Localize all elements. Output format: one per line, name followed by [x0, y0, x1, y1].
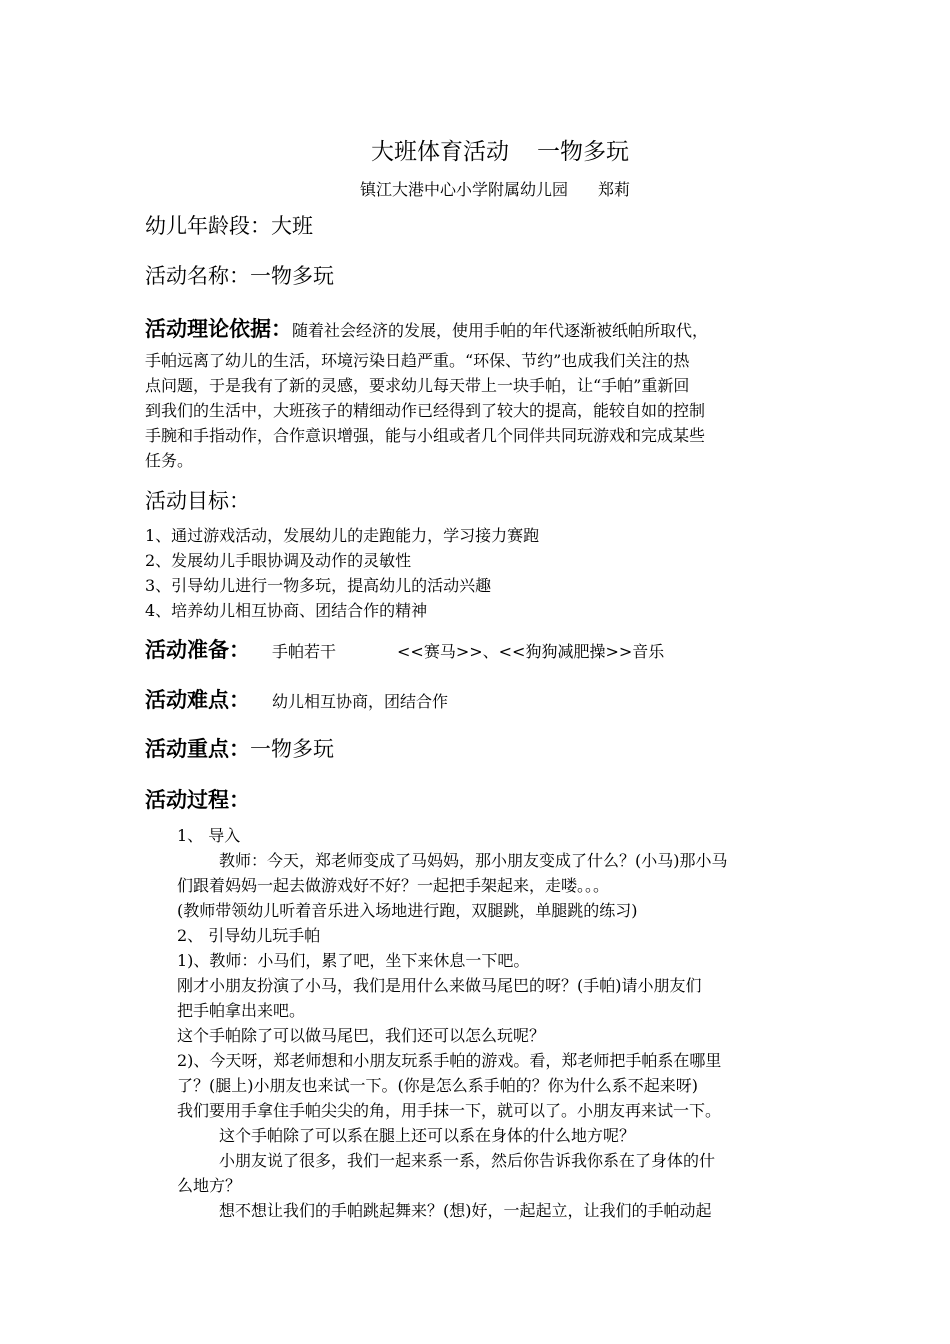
- step2-line: 刚才小朋友扮演了小马，我们是用什么来做马尾巴的呀？(手帕)请小朋友们: [177, 976, 702, 995]
- preparation-item-music: <<赛马>>、<<狗狗减肥操>>音乐: [397, 642, 665, 661]
- activity-name-heading: [145, 260, 334, 290]
- preparation-label: 活动准备：: [145, 638, 250, 662]
- author-name: 郑莉: [598, 180, 631, 199]
- age-group-label: 幼儿年龄段：: [145, 214, 271, 238]
- theory-line: 任务。: [145, 451, 194, 470]
- step2-line: 2)、今天呀，郑老师想和小朋友玩系手帕的游戏。看，郑老师把手帕系在哪里: [177, 1051, 722, 1070]
- title-sub: 一物多玩: [537, 139, 629, 165]
- step2-paragraph: [177, 948, 817, 1223]
- difficulty-value: 幼儿相互协商，团结合作: [272, 692, 449, 711]
- preparation-item-handkerchief: 手帕若干: [272, 642, 337, 661]
- preparation-heading: [145, 634, 250, 664]
- focus-value: 一物多玩: [250, 737, 334, 761]
- focus-heading: [145, 733, 334, 763]
- step2-line: 了？(腿上)小朋友也来试一下。(你是怎么系手帕的？你为什么系不起来呀): [177, 1076, 698, 1095]
- activity-name-value: 一物多玩: [250, 264, 334, 288]
- theory-first-line: 随着社会经济的发展，使用手帕的年代逐渐被纸帕所取代，: [292, 321, 709, 340]
- theory-paragraph: [145, 348, 810, 473]
- step1-line: 们跟着妈妈一起去做游戏好不好？一起把手架起来，走喽。。。: [177, 876, 610, 895]
- author-school: 镇江大港中心小学附属幼儿园: [359, 180, 568, 199]
- theory-heading: [145, 313, 708, 343]
- title-main: 大班体育活动: [371, 139, 509, 165]
- theory-line: 点问题，于是我有了新的灵感，要求幼儿每天带上一块手帕，让“手帕”重新回: [145, 376, 690, 395]
- step2-line: 这个手帕除了可以做马尾巴，我们还可以怎么玩呢？: [177, 1026, 546, 1045]
- age-group-heading: [145, 210, 313, 240]
- step1-line: 教师：今天，郑老师变成了马妈妈，那小朋友变成了什么？(小马)那小马: [219, 851, 728, 870]
- document-title: [0, 133, 950, 166]
- difficulty-heading: [145, 684, 250, 714]
- step2-line: 小朋友说了很多，我们一起来系一系，然后你告诉我你系在了身体的什: [219, 1151, 716, 1170]
- difficulty-label: 活动难点：: [145, 688, 250, 712]
- step2-line: 1)、教师：小马们，累了吧，坐下来休息一下吧。: [177, 951, 530, 970]
- goals-heading: 活动目标：: [145, 489, 250, 513]
- step2-line: 把手帕拿出来吧。: [177, 1001, 306, 1020]
- step2-line: 这个手帕除了可以系在腿上还可以系在身体的什么地方呢？: [219, 1126, 636, 1145]
- process-heading: 活动过程：: [145, 788, 250, 812]
- theory-line: 手腕和手指动作，合作意识增强，能与小组或者几个同伴共同玩游戏和完成某些: [145, 426, 706, 445]
- author-line: [0, 177, 950, 200]
- step1-paragraph: [177, 848, 817, 923]
- goal-item: 1、通过游戏活动，发展幼儿的走跑能力，学习接力赛跑: [145, 526, 540, 545]
- theory-label: 活动理论依据：: [145, 317, 292, 341]
- goals-list: [145, 523, 810, 623]
- theory-line: 手帕远离了幼儿的生活，环境污染日趋严重。“环保、节约”也成我们关注的热: [145, 351, 690, 370]
- activity-name-label: 活动名称：: [145, 264, 250, 288]
- step2-line: 我们要用手拿住手帕尖尖的角，用手抹一下，就可以了。小朋友再来试一下。: [177, 1101, 722, 1120]
- goal-item: 3、引导幼儿进行一物多玩，提高幼儿的活动兴趣: [145, 576, 492, 595]
- step1-line: (教师带领幼儿听着音乐进入场地进行跑，双腿跳，单腿跳的练习): [177, 901, 638, 920]
- goal-item: 2、发展幼儿手眼协调及动作的灵敏性: [145, 551, 412, 570]
- step1-title: 1、 导入: [177, 826, 241, 845]
- age-group-value: 大班: [271, 214, 313, 238]
- goal-item: 4、培养幼儿相互协商、团结合作的精神: [145, 601, 428, 620]
- step2-title: 2、 引导幼儿玩手帕: [177, 926, 321, 945]
- focus-label: 活动重点：: [145, 737, 250, 761]
- step2-line: 想不想让我们的手帕跳起舞来？(想)好，一起起立，让我们的手帕动起: [219, 1201, 712, 1220]
- theory-line: 到我们的生活中，大班孩子的精细动作已经得到了较大的提高，能较自如的控制: [145, 401, 706, 420]
- step2-line: 么地方？: [177, 1176, 242, 1195]
